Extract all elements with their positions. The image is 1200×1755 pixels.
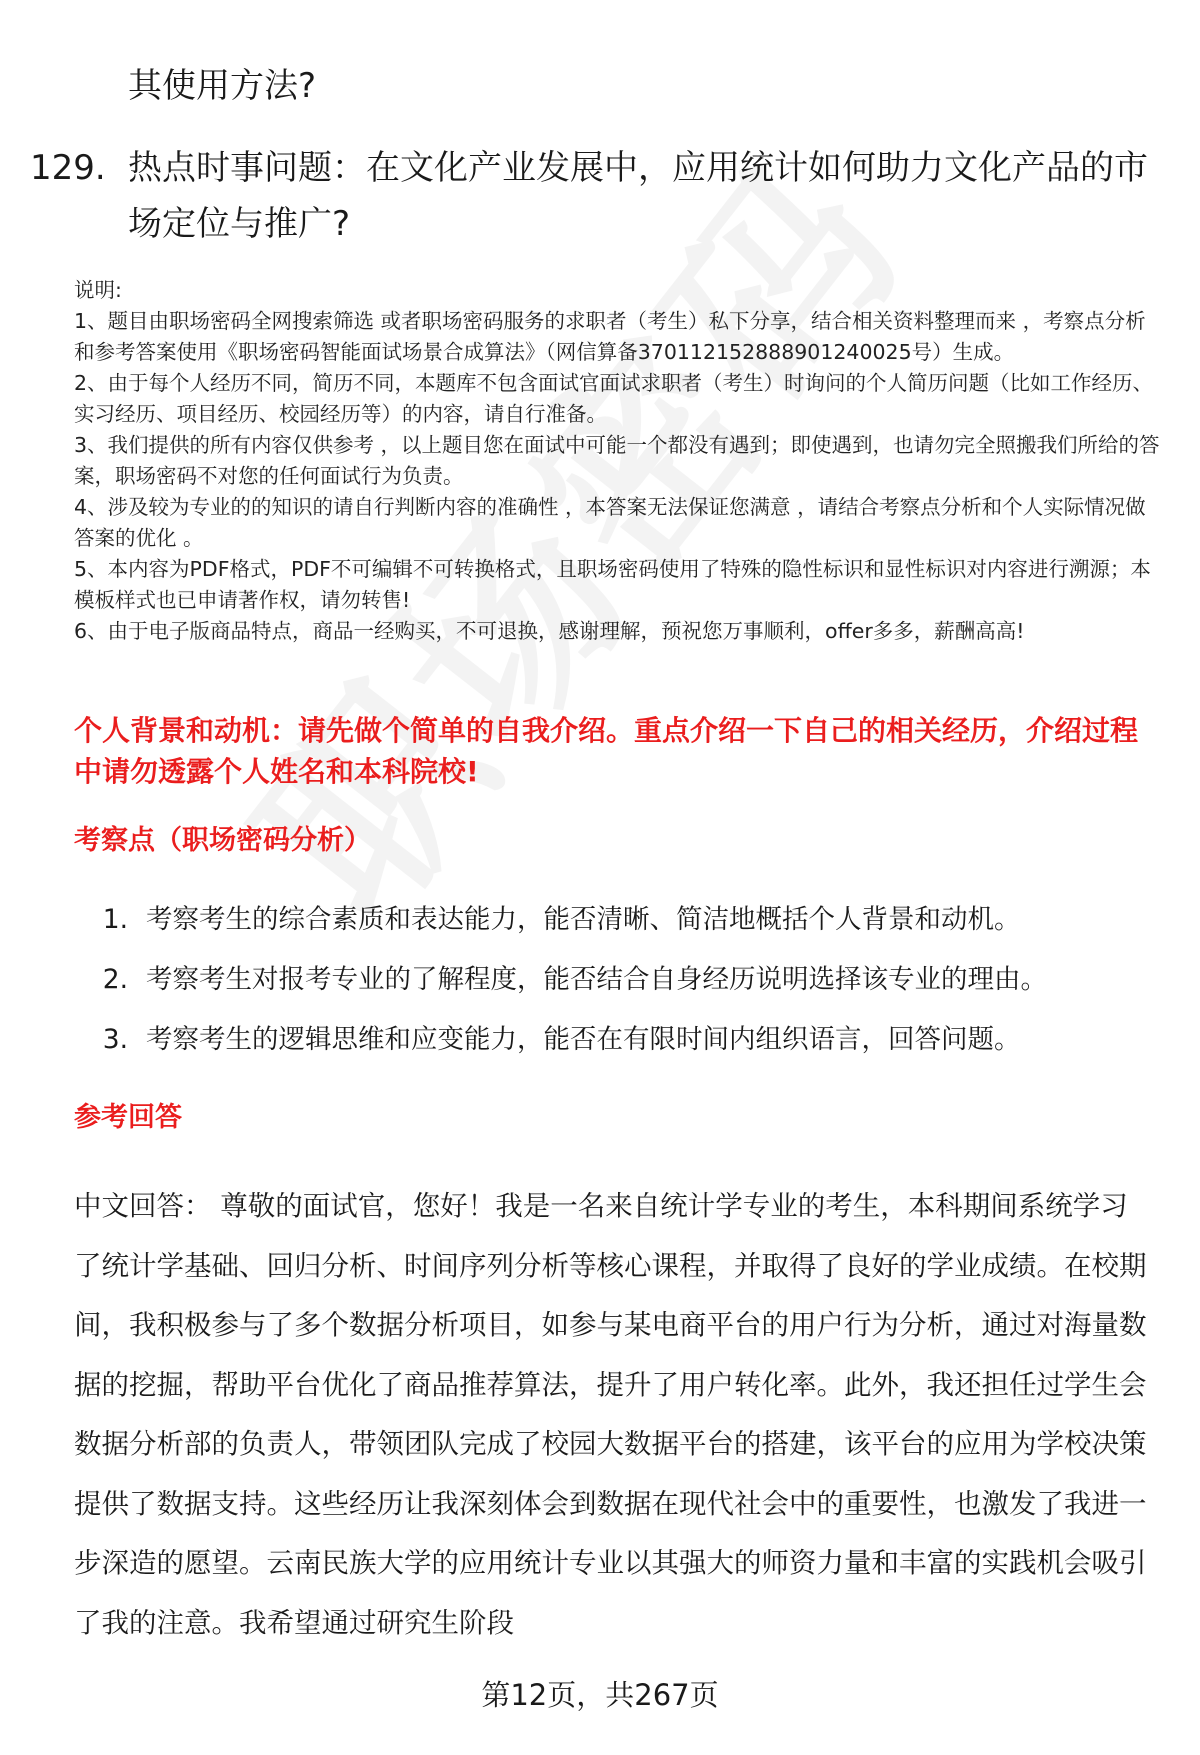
point-text: 考察考生对报考专业的了解程度，能否结合自身经历说明选择该专业的理由。 [146, 964, 1047, 995]
assessment-point [84, 960, 1174, 1020]
point-number: 3. [102, 1024, 128, 1055]
assessment-point [84, 900, 1174, 960]
previous-question-tail: 其使用方法? [128, 66, 317, 106]
note-item: 2、由于每个人经历不同，简历不同，本题库不包含面试官面试求职者（考生）时询问的个人简历问题（比如工作经历、实习经历、项目经历、校园经历等）的内容，请自行准备。 [74, 371, 1154, 426]
note-item: 1、题目由职场密码全网搜索筛选 或者职场密码服务的求职者（考生）私下分享，结合相关资料整理而来 ，考察点分析和参考答案使用《职场密码智能面试场景合成算法》（网信算备370112152888901240025号）生成。 [74, 309, 1146, 364]
point-text: 考察考生的逻辑思维和应变能力，能否在有限时间内组织语言，回答问题。 [146, 1024, 1021, 1055]
note-item: 5、本内容为PDF格式，PDF不可编辑不可转换格式，且职场密码使用了特殊的隐性标识和显性标识对内容进行溯源；本模板样式也已申请著作权，请勿转售! [74, 557, 1151, 612]
question-block [30, 140, 1180, 252]
assessment-point [84, 1020, 1174, 1080]
notes-section [74, 275, 1164, 647]
question-text: 热点时事问题：在文化产业发展中，应用统计如何助力文化产品的市场定位与推广? [128, 148, 1148, 244]
reference-answer: 中文回答： 尊敬的面试官，您好！我是一名来自统计学专业的考生，本科期间系统学习了统计学基础、回归分析、时间序列分析等核心课程，并取得了良好的学业成绩。在校期间，我积极参与了多个数据分析项目，如参与某电商平台的用户行为分析，通过对海量数据的挖掘，帮助平台优化了商品推荐算法，提升了用户转化率。此外，我还担任过学生会数据分析部的负责人，带领团队完成了校园大数据平台的搭建，该平台的应用为学校决策提供了数据支持。这些经历让我深刻体会到数据在现代社会中的重要性，也激发了我进一步深造的愿望。云南民族大学的应用统计专业以其强大的师资力量和丰富的实践机会吸引了我的注意。我希望通过研究生阶段 [74, 1190, 1147, 1639]
reference-heading: 参考回答 [74, 1102, 182, 1133]
point-number: 1. [102, 904, 128, 935]
notes-heading: 说明: [74, 278, 122, 302]
point-number: 2. [102, 964, 128, 995]
question-number: 129. [30, 148, 106, 188]
note-item: 4、涉及较为专业的的知识的请自行判断内容的准确性 ，本答案无法保证您满意 ，请结合考察点分析和个人实际情况做答案的优化 。 [74, 495, 1146, 550]
note-item: 3、我们提供的所有内容仅供参考 ，以上题目您在面试中可能一个都没有遇到；即使遇到，也请勿完全照搬我们所给的答案，职场密码不对您的任何面试行为负责。 [74, 433, 1160, 488]
assessment-points [84, 900, 1174, 1080]
page-footer: 第12页，共267页 [481, 1678, 719, 1712]
note-item: 6、由于电子版商品特点，商品一经购买，不可退换，感谢理解，预祝您万事顺利，offer多多，薪酬高高! [74, 619, 1025, 643]
assessment-heading: 考察点（职场密码分析） [74, 825, 371, 856]
motivation-prompt: 个人背景和动机：请先做个简单的自我介绍。重点介绍一下自己的相关经历，介绍过程中请勿透露个人姓名和本科院校! [74, 714, 1139, 788]
point-text: 考察考生的综合素质和表达能力，能否清晰、简洁地概括个人背景和动机。 [146, 904, 1021, 935]
